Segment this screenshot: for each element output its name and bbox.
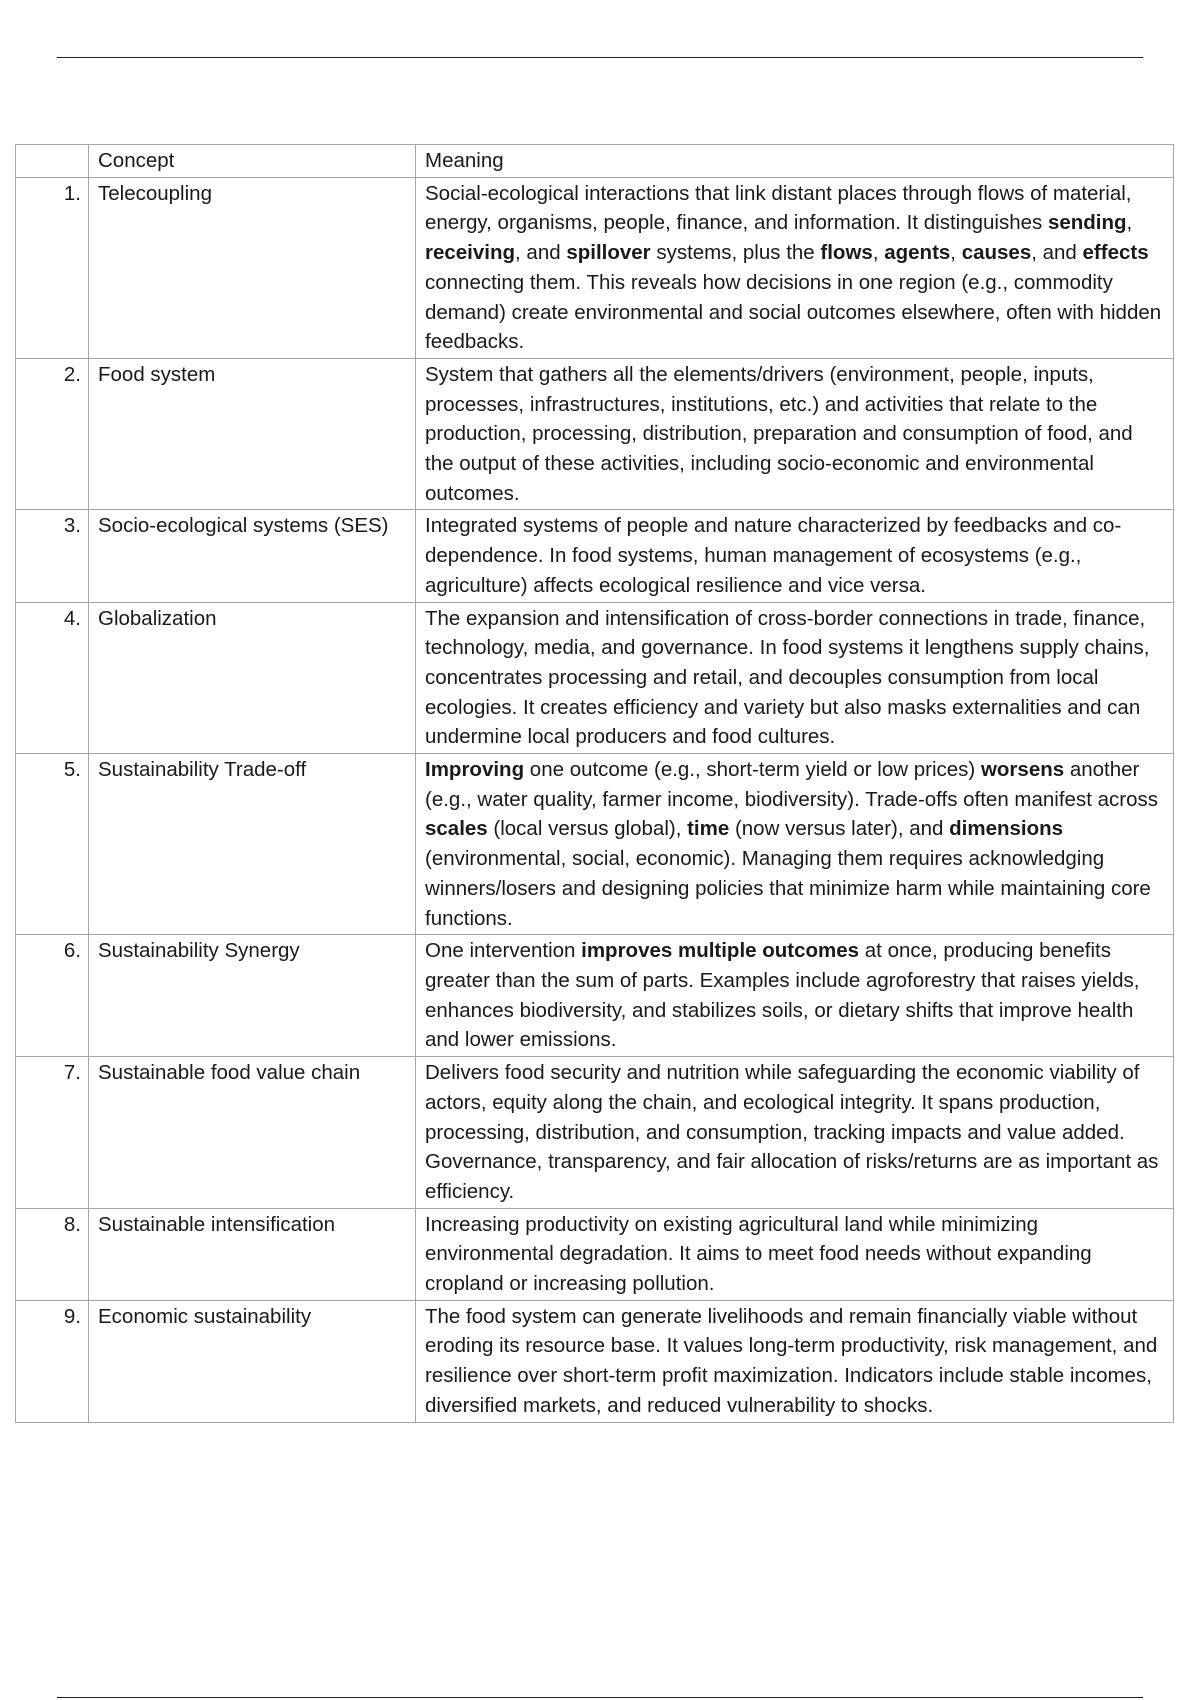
table-header-row [16, 145, 1174, 178]
meaning-emphasis: improves multiple outcomes [581, 939, 860, 963]
meaning-text: Integrated systems of people and nature characterized by feedbacks and co-dependence. In food systems, human management of ecosystems (e.g., agriculture) affects ecological resilience and vice versa. [425, 514, 1122, 597]
meaning-text: (local versus global), [487, 817, 688, 841]
row-number: 9. [16, 1300, 89, 1422]
row-number: 4. [16, 602, 89, 754]
meaning-cell [416, 358, 1174, 510]
table-row [16, 1300, 1174, 1422]
meaning-cell [416, 602, 1174, 754]
meaning-cell [416, 754, 1174, 935]
meaning-text: one outcome (e.g., short-term yield or low prices) [524, 758, 981, 782]
row-number: 5. [16, 754, 89, 935]
meaning-cell [416, 1208, 1174, 1300]
meaning-cell [416, 510, 1174, 602]
meaning-emphasis: dimensions [949, 817, 1064, 841]
table-row [16, 177, 1174, 358]
meaning-cell [416, 1057, 1174, 1209]
meaning-text: at once, producing benefits greater than the sum of parts. Examples include agroforestry that raises yields, enhances biodiversity, and stabilizes soils, or dietary shifts that improve health and lower emissions. [425, 939, 1140, 1052]
concept-cell: Telecoupling [89, 177, 416, 358]
table-row [16, 935, 1174, 1057]
table-row [16, 1057, 1174, 1209]
row-number: 7. [16, 1057, 89, 1209]
meaning-text: , [1126, 211, 1133, 235]
meaning-text: connecting them. This reveals how decisions in one region (e.g., commodity demand) create environmental and social outcomes elsewhere, often with hidden feedbacks. [425, 270, 1162, 354]
concept-cell: Socio-ecological systems (SES) [89, 510, 416, 602]
table-row [16, 754, 1174, 935]
meaning-emphasis: sending [1047, 211, 1127, 235]
meaning-cell [416, 177, 1174, 358]
meaning-text: , [872, 241, 885, 265]
row-number: 3. [16, 510, 89, 602]
table-row [16, 358, 1174, 510]
footer-rule [57, 1697, 1143, 1698]
meaning-emphasis: causes [961, 241, 1032, 265]
meaning-emphasis: receiving [425, 241, 516, 265]
meaning-emphasis: flows [820, 241, 873, 265]
meaning-cell [416, 935, 1174, 1057]
concept-cell: Sustainability Synergy [89, 935, 416, 1057]
meaning-emphasis: scales [425, 817, 488, 841]
concept-cell: Food system [89, 358, 416, 510]
meaning-text: Increasing productivity on existing agricultural land while minimizing environmental degradation. It aims to meet food needs without expanding cropland or increasing pollution. [425, 1212, 1092, 1296]
meaning-text: , and [1031, 241, 1083, 265]
row-number: 1. [16, 177, 89, 358]
header-number-cell [16, 145, 89, 178]
meaning-text: , [950, 241, 962, 265]
meaning-text: One intervention [425, 939, 582, 963]
concepts-table [15, 144, 1174, 1423]
concept-cell: Sustainable food value chain [89, 1057, 416, 1209]
header-concept-cell: Concept [89, 145, 416, 178]
meaning-text: another (e.g., water quality, farmer income, biodiversity). Trade-offs often manifest across [425, 758, 1158, 811]
meaning-text: Delivers food security and nutrition while safeguarding the economic viability of actors, equity along the chain, and ecological integrity. It spans production, processing, distribution, and consumption, tracking impacts and value added. Governance, transparency, and fair allocation of risks/returns are as important as efficiency. [425, 1061, 1159, 1203]
meaning-emphasis: effects [1082, 241, 1149, 265]
table-row [16, 602, 1174, 754]
meaning-emphasis: agents [884, 241, 951, 265]
concept-cell: Economic sustainability [89, 1300, 416, 1422]
table-row [16, 1208, 1174, 1300]
meaning-cell [416, 1300, 1174, 1422]
concept-cell: Globalization [89, 602, 416, 754]
meaning-text: System that gathers all the elements/drivers (environment, people, inputs, processes, infrastructures, institutions, etc.) and activities that relate to the production, processing, distribution, preparation and consumption of food, and the output of these activities, including socio-economic and environmental outcomes. [425, 362, 1133, 505]
meaning-text: The food system can generate livelihoods and remain financially viable without eroding its resource base. It values long-term productivity, risk management, and resilience over short-term profit maximization. Indicators include stable incomes, diversified markets, and reduced vulnerability to shocks. [425, 1304, 1158, 1417]
concept-cell: Sustainable intensification [89, 1208, 416, 1300]
meaning-text: systems, plus the [650, 241, 821, 265]
meaning-text: Social-ecological interactions that link distant places through flows of material, energy, organisms, people, finance, and information. It distinguishes [425, 181, 1132, 235]
header-meaning-cell: Meaning [416, 145, 1174, 178]
meaning-text: The expansion and intensification of cross-border connections in trade, finance, technology, media, and governance. In food systems it lengthens supply chains, concentrates processing and retail, and decouples consumption from local ecologies. It creates efficiency and variety but also masks externalities and can undermine local producers and food cultures. [425, 606, 1150, 749]
table-row [16, 510, 1174, 602]
meaning-emphasis: Improving [425, 758, 525, 782]
meaning-emphasis: worsens [980, 758, 1065, 782]
concept-cell: Sustainability Trade-off [89, 754, 416, 935]
row-number: 2. [16, 358, 89, 510]
header-rule [57, 57, 1143, 58]
meaning-text: (environmental, social, economic). Managing them requires acknowledging winners/losers and designing policies that minimize harm while maintaining core functions. [425, 847, 1151, 930]
meaning-text: , and [515, 241, 567, 265]
row-number: 8. [16, 1208, 89, 1300]
table-body [16, 177, 1174, 1422]
meaning-emphasis: time [687, 817, 730, 841]
row-number: 6. [16, 935, 89, 1057]
meaning-emphasis: spillover [566, 241, 651, 265]
meaning-text: (now versus later), and [729, 817, 950, 841]
